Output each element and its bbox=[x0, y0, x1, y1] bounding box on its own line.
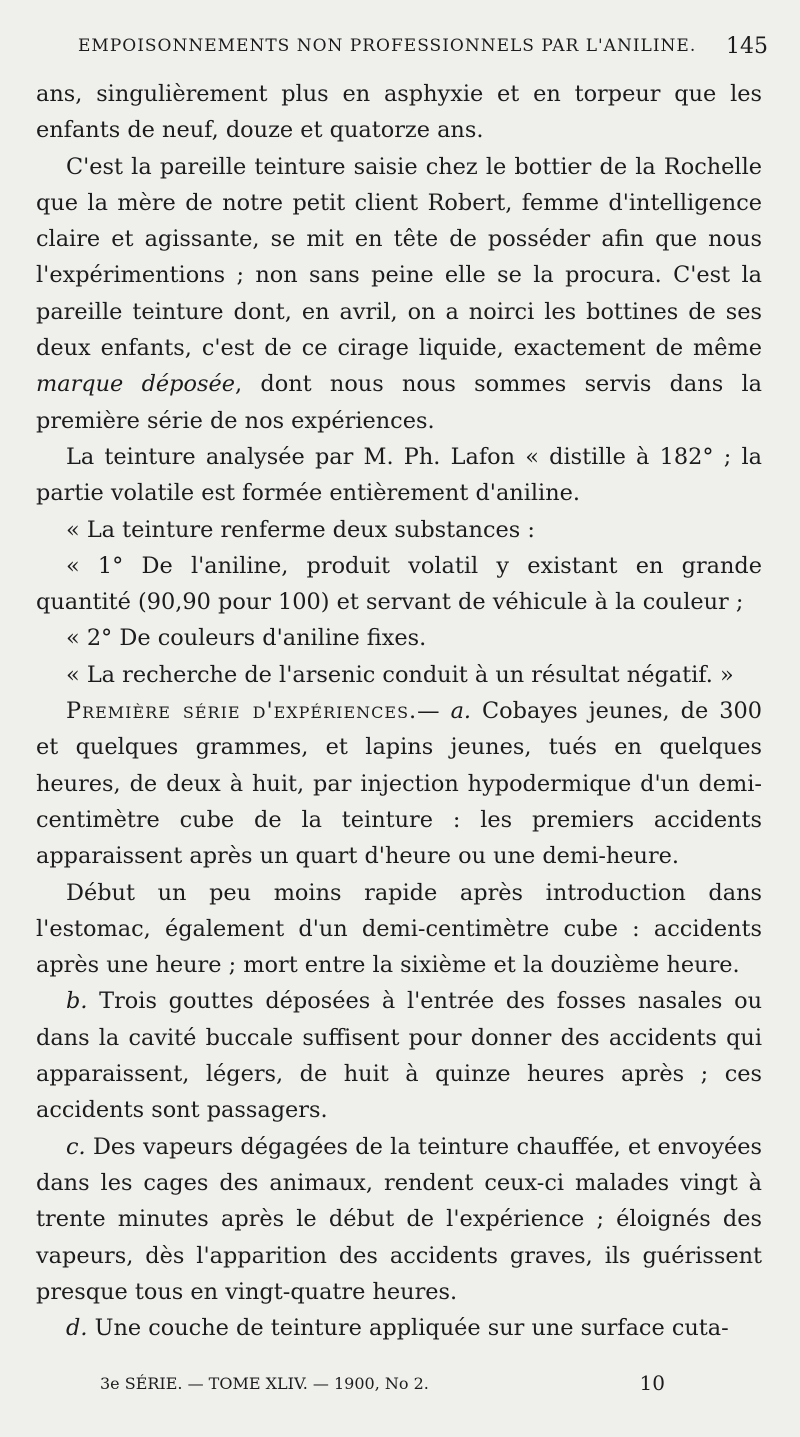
signature-mark: 10 bbox=[639, 1371, 665, 1395]
series-info: 3e SÉRIE. — TOME XLIV. — 1900, No 2. bbox=[100, 1374, 429, 1393]
paragraph: b. Trois gouttes déposées à l'entrée des fosses nasales ou dans la cavité buccale suffisent pour donner des accidents qui apparaissent, légers, de huit à quinze heures après ; ces accidents sont passagers. bbox=[36, 988, 762, 1124]
page-number: 145 bbox=[726, 34, 768, 59]
item-letter: d. bbox=[66, 1315, 88, 1342]
paragraph: ans, singulièrement plus en asphyxie et en torpeur que les enfants de neuf, douze et quatorze ans. bbox=[36, 81, 762, 144]
running-header bbox=[78, 34, 768, 59]
item-letter: c. bbox=[66, 1133, 86, 1160]
running-title: EMPOISONNEMENTS NON PROFESSIONNELS PAR L'ANILINE. bbox=[78, 36, 697, 56]
item-letter: a. bbox=[450, 698, 472, 725]
item-letter: b. bbox=[66, 988, 88, 1015]
page-footer bbox=[100, 1371, 665, 1395]
section-heading: Première série d'expériences. bbox=[66, 698, 418, 725]
paragraph: C'est la pareille teinture saisie chez le bottier de la Rochelle que la mère de notre petit client Robert, femme d'intelligence claire et agissante, se mit en tête de posséder afin que nous l'expérimentions ; non sans peine elle se la procura. C'est la pareille teinture dont, en avril, on a noirci les bottines de ses deux enfants, c'est de ce cirage liquide, exactement de même marque déposée, dont nous nous sommes servis dans la première série de nos expériences. bbox=[36, 153, 762, 434]
paragraph: « 1° De l'aniline, produit volatil y existant en grande quantité (90,90 pour 100) et servant de véhicule à la couleur ; bbox=[36, 552, 762, 616]
italic-phrase: marque déposée bbox=[36, 371, 235, 398]
paragraph: c. Des vapeurs dégagées de la teinture chauffée, et envoyées dans les cages des animaux, rendent ceux-ci malades vingt à trente minutes après le début de l'expérience ; éloignés des vapeurs, dès l'apparition des accidents graves, ils guérissent presque tous en vingt-quatre heures. bbox=[36, 1133, 762, 1305]
paragraph: « 2° De couleurs d'aniline fixes. bbox=[66, 625, 427, 652]
paragraph: « La teinture renferme deux substances : bbox=[66, 516, 535, 543]
body-text bbox=[36, 76, 762, 1346]
paragraph: Début un peu moins rapide après introduction dans l'estomac, également d'un demi-centimètre cube : accidents après une heure ; mort entre la sixième et la douzième heure. bbox=[36, 879, 762, 979]
paragraph: La teinture analysée par M. Ph. Lafon « distille à 182° ; la partie volatile est formée entièrement d'aniline. bbox=[36, 443, 762, 507]
paragraph: d. Une couche de teinture appliquée sur une surface cuta- bbox=[66, 1315, 729, 1342]
paragraph: « La recherche de l'arsenic conduit à un résultat négatif. » bbox=[66, 661, 734, 688]
paragraph: Première série d'expériences.— a. Cobayes jeunes, de 300 et quelques grammes, et lapins jeunes, tués en quelques heures, de deux à huit, par injection hypodermique d'un demi-centimètre cube de la teinture : les premiers accidents apparaissent après un quart d'heure ou une demi-heure. bbox=[36, 698, 762, 870]
